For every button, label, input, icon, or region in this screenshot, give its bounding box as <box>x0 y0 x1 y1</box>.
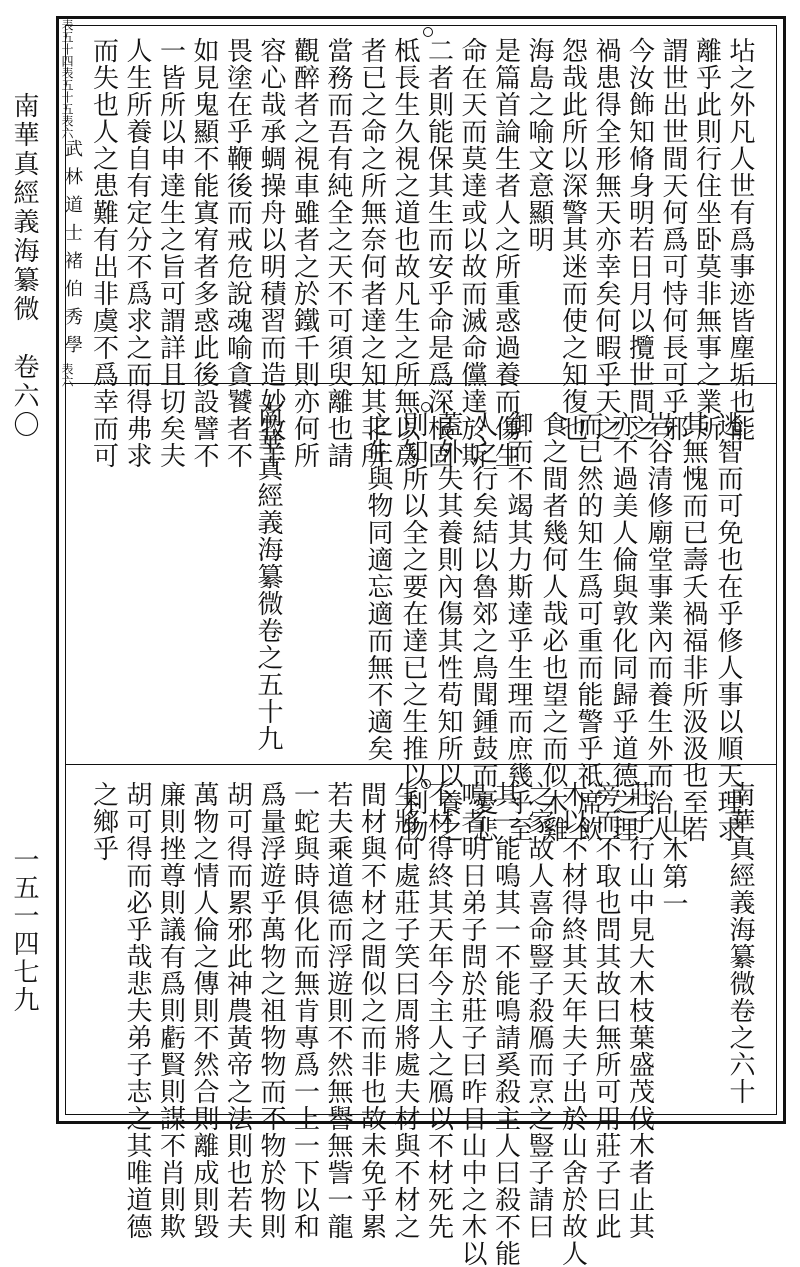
text-column: 怨哉此所以深警其迷而使之知復也 <box>557 37 588 442</box>
margin-note: 十四 <box>60 43 74 67</box>
text-column: 其一能鳴其一不能鳴請奚殺主人曰殺不能 <box>490 781 521 1267</box>
text-column: 鳴者明日弟子問於莊子曰昨日山中之木以 <box>457 781 487 1267</box>
circle-mark <box>423 27 433 37</box>
text-column: 命在天而莫達或以故而滅命儻達於斯 <box>457 37 487 469</box>
margin-note: 表五 <box>60 19 74 43</box>
text-column: 今汝飾知脩身明若日月以攬世間之 <box>624 37 655 442</box>
text-column: 旁而不取也問其故曰無所可用莊子曰此 <box>591 781 621 1240</box>
author-line: 武林道士褚伯秀學 <box>62 139 83 363</box>
text-column: 坫之外凡人世有爲事迹皆塵垢也能 <box>725 37 755 442</box>
margin-note: 表五 <box>60 67 74 91</box>
text-column: 岩谷清修廟堂事業內而養生外而治人 <box>643 411 673 843</box>
text-column: 胡可得而必乎哉悲夫弟子志之其唯道德 <box>122 781 152 1240</box>
text-column: 莊子行山中見大木枝葉盛茂伐木者止其 <box>624 781 655 1240</box>
text-column: 離乎此則行住坐卧莫非無事之業所 <box>691 37 722 442</box>
text-column: 亦不過美人倫與敦化同歸乎道德之理 <box>608 411 638 843</box>
text-column: 若夫乘道德而浮遊則不然無譽無訾一龍 <box>323 781 353 1240</box>
chapter-volume-title: 南華真經義海纂微卷之六十 <box>725 781 755 1105</box>
text-column: 萬物之情人倫之傳則不然合則離成則毀 <box>189 781 219 1240</box>
page-number: 一五一四七九 <box>9 846 39 1014</box>
text-column: 畏塗在乎鞭後而戒危說魂喻貪饕者不 <box>222 37 253 469</box>
text-column: 食之間者幾何人哉必也望之而似木雞 <box>538 411 568 843</box>
text-column: 謂世出世間天何爲可恃何長可乎邪 <box>658 37 688 442</box>
text-column: 不材得終其天年今主人之鴈以不材死先 <box>423 781 454 1240</box>
text-column: 生將何處莊子笑曰周將處夫材與不材之 <box>390 781 420 1240</box>
book-title-margin: 南華真經義海纂微 卷六〇 <box>9 92 39 440</box>
text-column: 如見鬼顯不能寘宥者多惑此後設譬不 <box>189 37 219 469</box>
text-column: 則知所以全之要在達已之生推以利物 <box>398 411 428 843</box>
text-column: 人生所養自有定分不爲求之而得弗求 <box>122 37 152 469</box>
text-column: 其無愧而已壽夭禍福非所汲汲也至若 <box>678 411 708 843</box>
text-column: 柢長生久視之道也故凡生之所無以爲 <box>390 37 420 469</box>
text-column: 二者則能保其生而安乎命是爲深根固 <box>423 37 454 469</box>
text-column: 觀醉者之視車雖者之於鐵千則亦何所 <box>289 37 320 469</box>
text-column: 容心哉承蜩操舟以明積習而造妙牧羊 <box>256 37 286 469</box>
text-column: 之鄉乎 <box>88 781 119 862</box>
text-column: 之家故人喜命豎子殺鴈而烹之豎子請曰 <box>524 781 554 1240</box>
text-column: 而失也人之患難有出非虞不爲幸而可 <box>88 37 119 469</box>
text-column: 者已之命之所無奈何者達之知其非所 <box>356 37 387 469</box>
text-column: 人之行矣結以魯郊之鳥聞鍾鼓而憂悲 <box>468 411 498 843</box>
chapter-heading: 山木第一 <box>658 809 688 917</box>
text-column: 一皆所以申達生之旨可謂詳且切矣夫 <box>155 37 186 469</box>
text-column: 木以不材得終其天年夫子出於山舍於故人 <box>557 781 588 1267</box>
text-column: 海島之喻文意顯明 <box>524 37 554 253</box>
volume-end-title: 南華真經義海纂微卷之五十九 <box>253 401 283 752</box>
text-column: 當務而吾有純全之天不可須臾離也請 <box>323 37 353 469</box>
text-column: 爲量浮遊乎萬物之祖物物而不物於物則 <box>256 781 286 1240</box>
text-column: 而已然的知生爲可重而能警乎祗席飲 <box>573 411 603 843</box>
margin-note: 十五 <box>60 91 74 115</box>
text-column: 蓋外失其養則內傷其性苟知所以養之 <box>433 411 463 843</box>
text-column: 胡可得而累邪此神農黃帝之法則也若夫 <box>222 781 253 1240</box>
margin-note: 表六 <box>60 363 74 387</box>
text-column: 禍患得全形無天亦幸矣何暇乎天之 <box>591 37 621 442</box>
text-column: 一蛇與時俱化而無肯專爲一上一下以和 <box>289 781 320 1240</box>
margin-note: 表六 <box>60 115 74 139</box>
text-column: 間材與不材之間似之而非也故未免乎累 <box>356 781 387 1240</box>
text-column: 逃智而可免也在乎修人事以順天理求 <box>713 411 743 843</box>
text-column: 是篇首論生者人之所重惑過養而傷生 <box>490 37 521 469</box>
text-column: 廉則挫尊則議有爲則虧賢則謀不肖則欺 <box>155 781 186 1240</box>
text-column: 之生與物同適忘適而無不適矣 <box>363 411 393 762</box>
page-frame <box>56 16 786 1267</box>
text-column: 御而不竭其力斯達乎生理而庶幾乎至 <box>503 411 533 843</box>
